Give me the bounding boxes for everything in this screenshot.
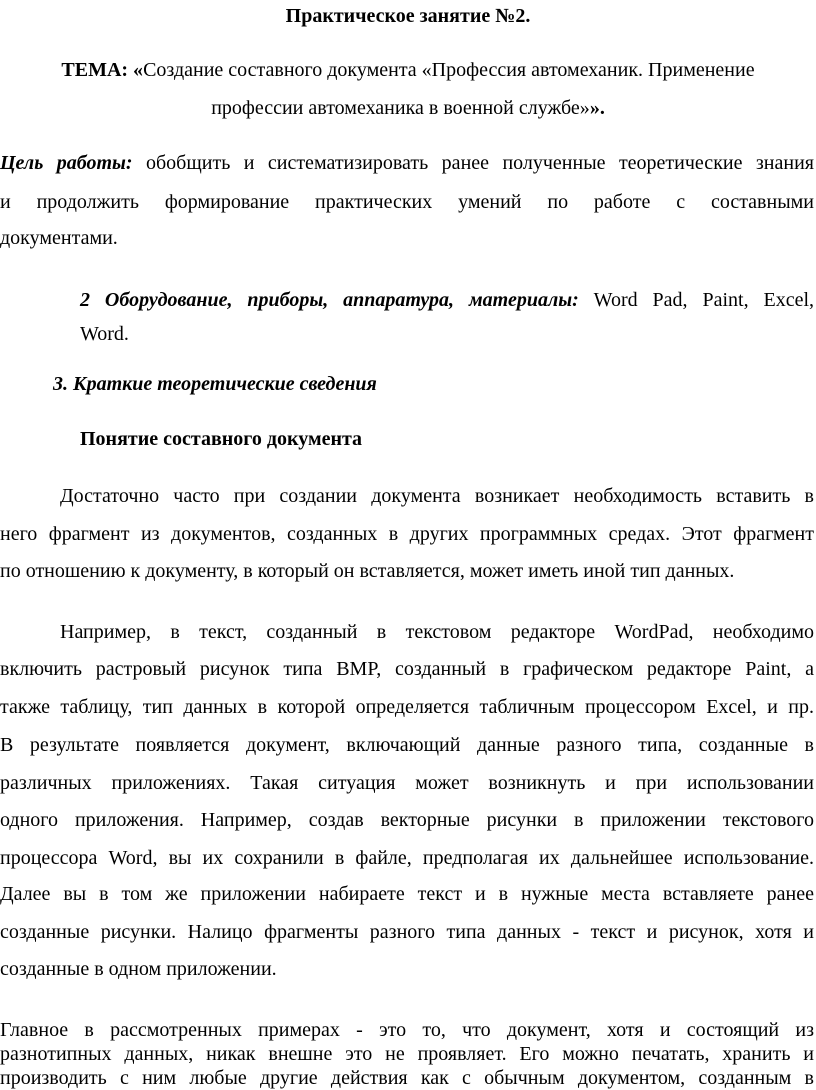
paragraph-2-line-9: созданные рисунки. Налицо фрагменты разного типа данных - текст и рисунок, хотя и (0, 921, 814, 943)
goal-line-1 (0, 151, 814, 175)
section-3-heading-text: 3. Краткие теоретические сведения (53, 373, 377, 395)
paragraph-2-line-10: созданные в одном приложении. (0, 958, 277, 980)
paragraph-1-line-2: него фрагмент из документов, созданных в других программных средах. Этот фрагмент (0, 523, 814, 545)
paragraph-3-line-3: производить с ним любые другие действия как с обычным документом, созданным в (0, 1067, 814, 1089)
topic-label: ТЕМА: « (61, 59, 144, 81)
goal-text-1: обобщить и систематизировать ранее полученные теоретические знания (132, 152, 814, 174)
paragraph-2-line-8: Далее вы в том же приложении набираете текст и в нужные места вставляете ранее (0, 883, 814, 905)
equipment-line-1 (80, 288, 814, 312)
paragraph-3-line-1: Главное в рассмотренных примерах - это то, что документ, хотя и состоящий из (0, 1019, 814, 1041)
topic-text-1: Создание составного документа «Профессия автомеханик. Применение (143, 59, 755, 81)
paragraph-1-line-1: Достаточно часто при создании документа возникает необходимость вставить в (60, 485, 814, 507)
equipment-text-1: Word Pad, Paint, Excel, (578, 289, 815, 311)
concept-heading-text: Понятие составного документа (80, 428, 363, 450)
section-3-heading (53, 372, 377, 396)
page-title-text: Практическое занятие №2. (285, 5, 531, 27)
paragraph-2-line-7: процессора Word, вы их сохранили в файле, предполагая их дальнейшее использование. (0, 847, 814, 869)
topic-line-1 (0, 58, 816, 82)
paragraph-1-line-3: по отношению к документу, в который он вставляется, может иметь иной тип данных. (0, 560, 735, 582)
goal-line-2: и продолжить формирование практических умений по работе с составными (0, 191, 814, 213)
goal-label: Цель работы: (0, 152, 133, 174)
paragraph-2-line-6: одного приложения. Например, создав векторные рисунки в приложении текстового (0, 809, 814, 831)
page-title (0, 4, 816, 28)
topic-text-2: профессии автомеханика в военной службе» (211, 97, 590, 119)
concept-heading (80, 427, 362, 451)
paragraph-2-line-4: В результате появляется документ, включающий данные разного типа, созданные в (0, 734, 814, 756)
paragraph-2-line-5: различных приложениях. Такая ситуация может возникнуть и при использовании (0, 772, 814, 794)
paragraph-2-line-2: включить растровый рисунок типа BMP, созданный в графическом редакторе Paint, а (0, 658, 814, 680)
paragraph-2-line-3: также таблицу, тип данных в которой определяется табличным процессором Excel, и пр. (0, 696, 814, 718)
topic-line-2 (0, 96, 816, 120)
equipment-line-2: Word. (80, 323, 129, 345)
topic-end: ». (589, 97, 605, 119)
paragraph-2-line-1: Например, в текст, созданный в текстовом редакторе WordPad, необходимо (60, 621, 814, 643)
paragraph-3-line-2: разнотипных данных, никак внешне это не проявляет. Его можно печатать, хранить и (0, 1043, 814, 1065)
goal-line-3: документами. (0, 227, 118, 249)
equipment-label: 2 Оборудование, приборы, аппаратура, материалы: (80, 289, 579, 311)
